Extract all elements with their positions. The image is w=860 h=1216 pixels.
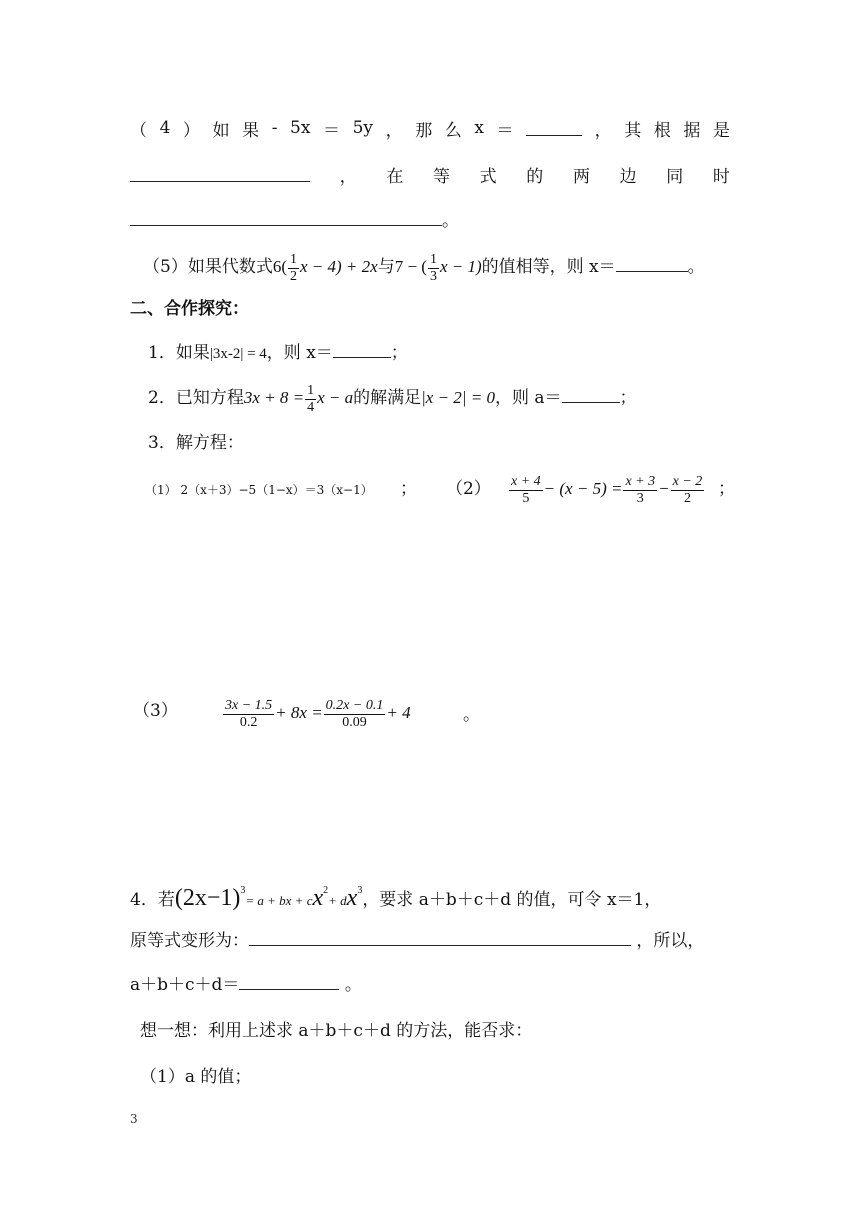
problem-2: [148, 381, 637, 416]
q4-lhs: 5x: [290, 118, 311, 138]
eq3-end: 。: [463, 705, 480, 725]
q5-middle: 与: [377, 257, 395, 277]
p2-mid: 的解满足: [353, 388, 422, 408]
p4-line3-end: 。: [344, 975, 362, 995]
problem-4-line3: [130, 974, 362, 996]
problem-4-line2: [130, 930, 704, 952]
p2-cond: |x − 2| = 0: [421, 388, 495, 407]
q4-l2: 的: [526, 166, 544, 187]
q4-comma: ，: [385, 120, 403, 141]
p4-text1: ，要求 a＋b＋c＋d 的值，可令 x＝1，: [362, 890, 662, 910]
answer-blank[interactable]: [130, 167, 310, 182]
q4-l2: 式: [479, 166, 497, 187]
p1-expr: |3x-2| = 4: [209, 346, 267, 362]
p4-expansion: $(2x-1)^3= a$ + bx + $cx^2+ dx^3$: [174, 885, 363, 911]
eq1-expr: 2（x＋3）−5（1−x）＝3（x−1）: [180, 483, 373, 497]
q4-eq: ＝: [323, 120, 341, 141]
problem-4-line1: [130, 873, 661, 919]
q5-expr1: 6( $\frac{1}{2}$ x − 4) + 2x: [272, 251, 378, 284]
q4-basis: 是: [712, 120, 730, 141]
problem-3-label: 3．解方程：: [148, 433, 244, 453]
answer-blank[interactable]: [249, 931, 631, 946]
q4-l2: 同: [666, 166, 684, 187]
p2-suffix: ，则 a＝: [494, 388, 562, 408]
p1-end: ；: [390, 343, 408, 363]
answer-blank[interactable]: [616, 257, 688, 272]
q4-char: 果: [242, 120, 260, 141]
q4-comma2: ，: [594, 120, 612, 141]
p4-line3-start: a＋b＋c＋d＝: [130, 975, 240, 995]
answer-blank[interactable]: [526, 121, 582, 136]
q4-line2: [130, 162, 730, 186]
q4-then: 么: [444, 120, 462, 141]
answer-blank[interactable]: [562, 388, 620, 403]
q5-expr2: 7 − ( $\frac{1}{3}$ x − 1): [394, 251, 482, 284]
answer-blank[interactable]: [239, 975, 339, 990]
p2-label: 2．已知方程: [148, 388, 244, 408]
sub-question-1: （1）a 的值；: [140, 1067, 252, 1087]
q4-char: 如: [212, 120, 230, 141]
p2-equation: 3x + 8 = $\frac{1}{4}$ x − a: [243, 382, 354, 415]
eq2-label: （2）: [446, 479, 491, 499]
q4-l2: ，: [339, 166, 357, 187]
q4-x: x: [474, 118, 484, 138]
q4-basis: 根: [653, 120, 671, 141]
q5-end: 。: [687, 257, 705, 277]
p1-label: 1．如果: [148, 343, 210, 363]
q4-line3: [130, 210, 459, 232]
q4-minus: -: [271, 118, 278, 138]
q4-num: 4: [159, 118, 171, 138]
q4-end: 。: [442, 211, 459, 231]
eq2-expr: $\frac{x + 4}{5}$ − (x − 5) = $\frac{x + 3}{3}$ − $\frac{x - 2}{2}$: [511, 473, 703, 506]
section-title: 二、合作探究：: [130, 299, 249, 319]
page-number: 3: [130, 1112, 138, 1126]
q5-prefix: （5）如果代数式: [143, 257, 273, 277]
eq1-label: （1）: [145, 483, 177, 497]
q4-l2: 两: [572, 166, 590, 187]
eq1-sep: ；: [400, 479, 417, 499]
q4-then: 那: [415, 120, 433, 141]
problem-1: [148, 342, 408, 365]
q4-rhs: 5y: [352, 118, 374, 138]
q4-basis: 其: [624, 120, 642, 141]
q5-line: [143, 250, 705, 285]
q4-open: （: [130, 120, 147, 141]
answer-blank[interactable]: [333, 343, 391, 358]
q4-eq2: ＝: [496, 120, 514, 141]
p2-end: ；: [619, 388, 637, 408]
eq3-label: （3）: [133, 701, 178, 721]
eq3-expr: $\frac{3x - 1.5}{0.2}$ + 8x = $\frac{0.2x - 0.1}{0.09}$ + 4: [225, 697, 411, 730]
q5-suffix: 的值相等，则 x＝: [481, 257, 616, 277]
q4-basis: 据: [683, 120, 701, 141]
q4-l2: 边: [619, 166, 637, 187]
eq1: [145, 479, 373, 501]
p4-line2-start: 原等式变形为：: [130, 931, 249, 951]
eq2-end: ；: [718, 479, 735, 499]
q4-l2: 等: [432, 166, 450, 187]
q4-line1: [130, 116, 730, 140]
p4-label: 4．若: [130, 890, 175, 910]
q4-l2: 在: [386, 166, 404, 187]
think-prompt: 想一想：利用上述求 a＋b＋c＋d 的方法，能否求：: [140, 1021, 533, 1041]
q4-l2: 时: [712, 166, 730, 187]
p1-suffix: ，则 x＝: [266, 343, 333, 363]
q4-close: ）: [182, 120, 200, 141]
p4-line2-end: ，所以，: [636, 931, 705, 951]
answer-blank[interactable]: [130, 211, 442, 226]
